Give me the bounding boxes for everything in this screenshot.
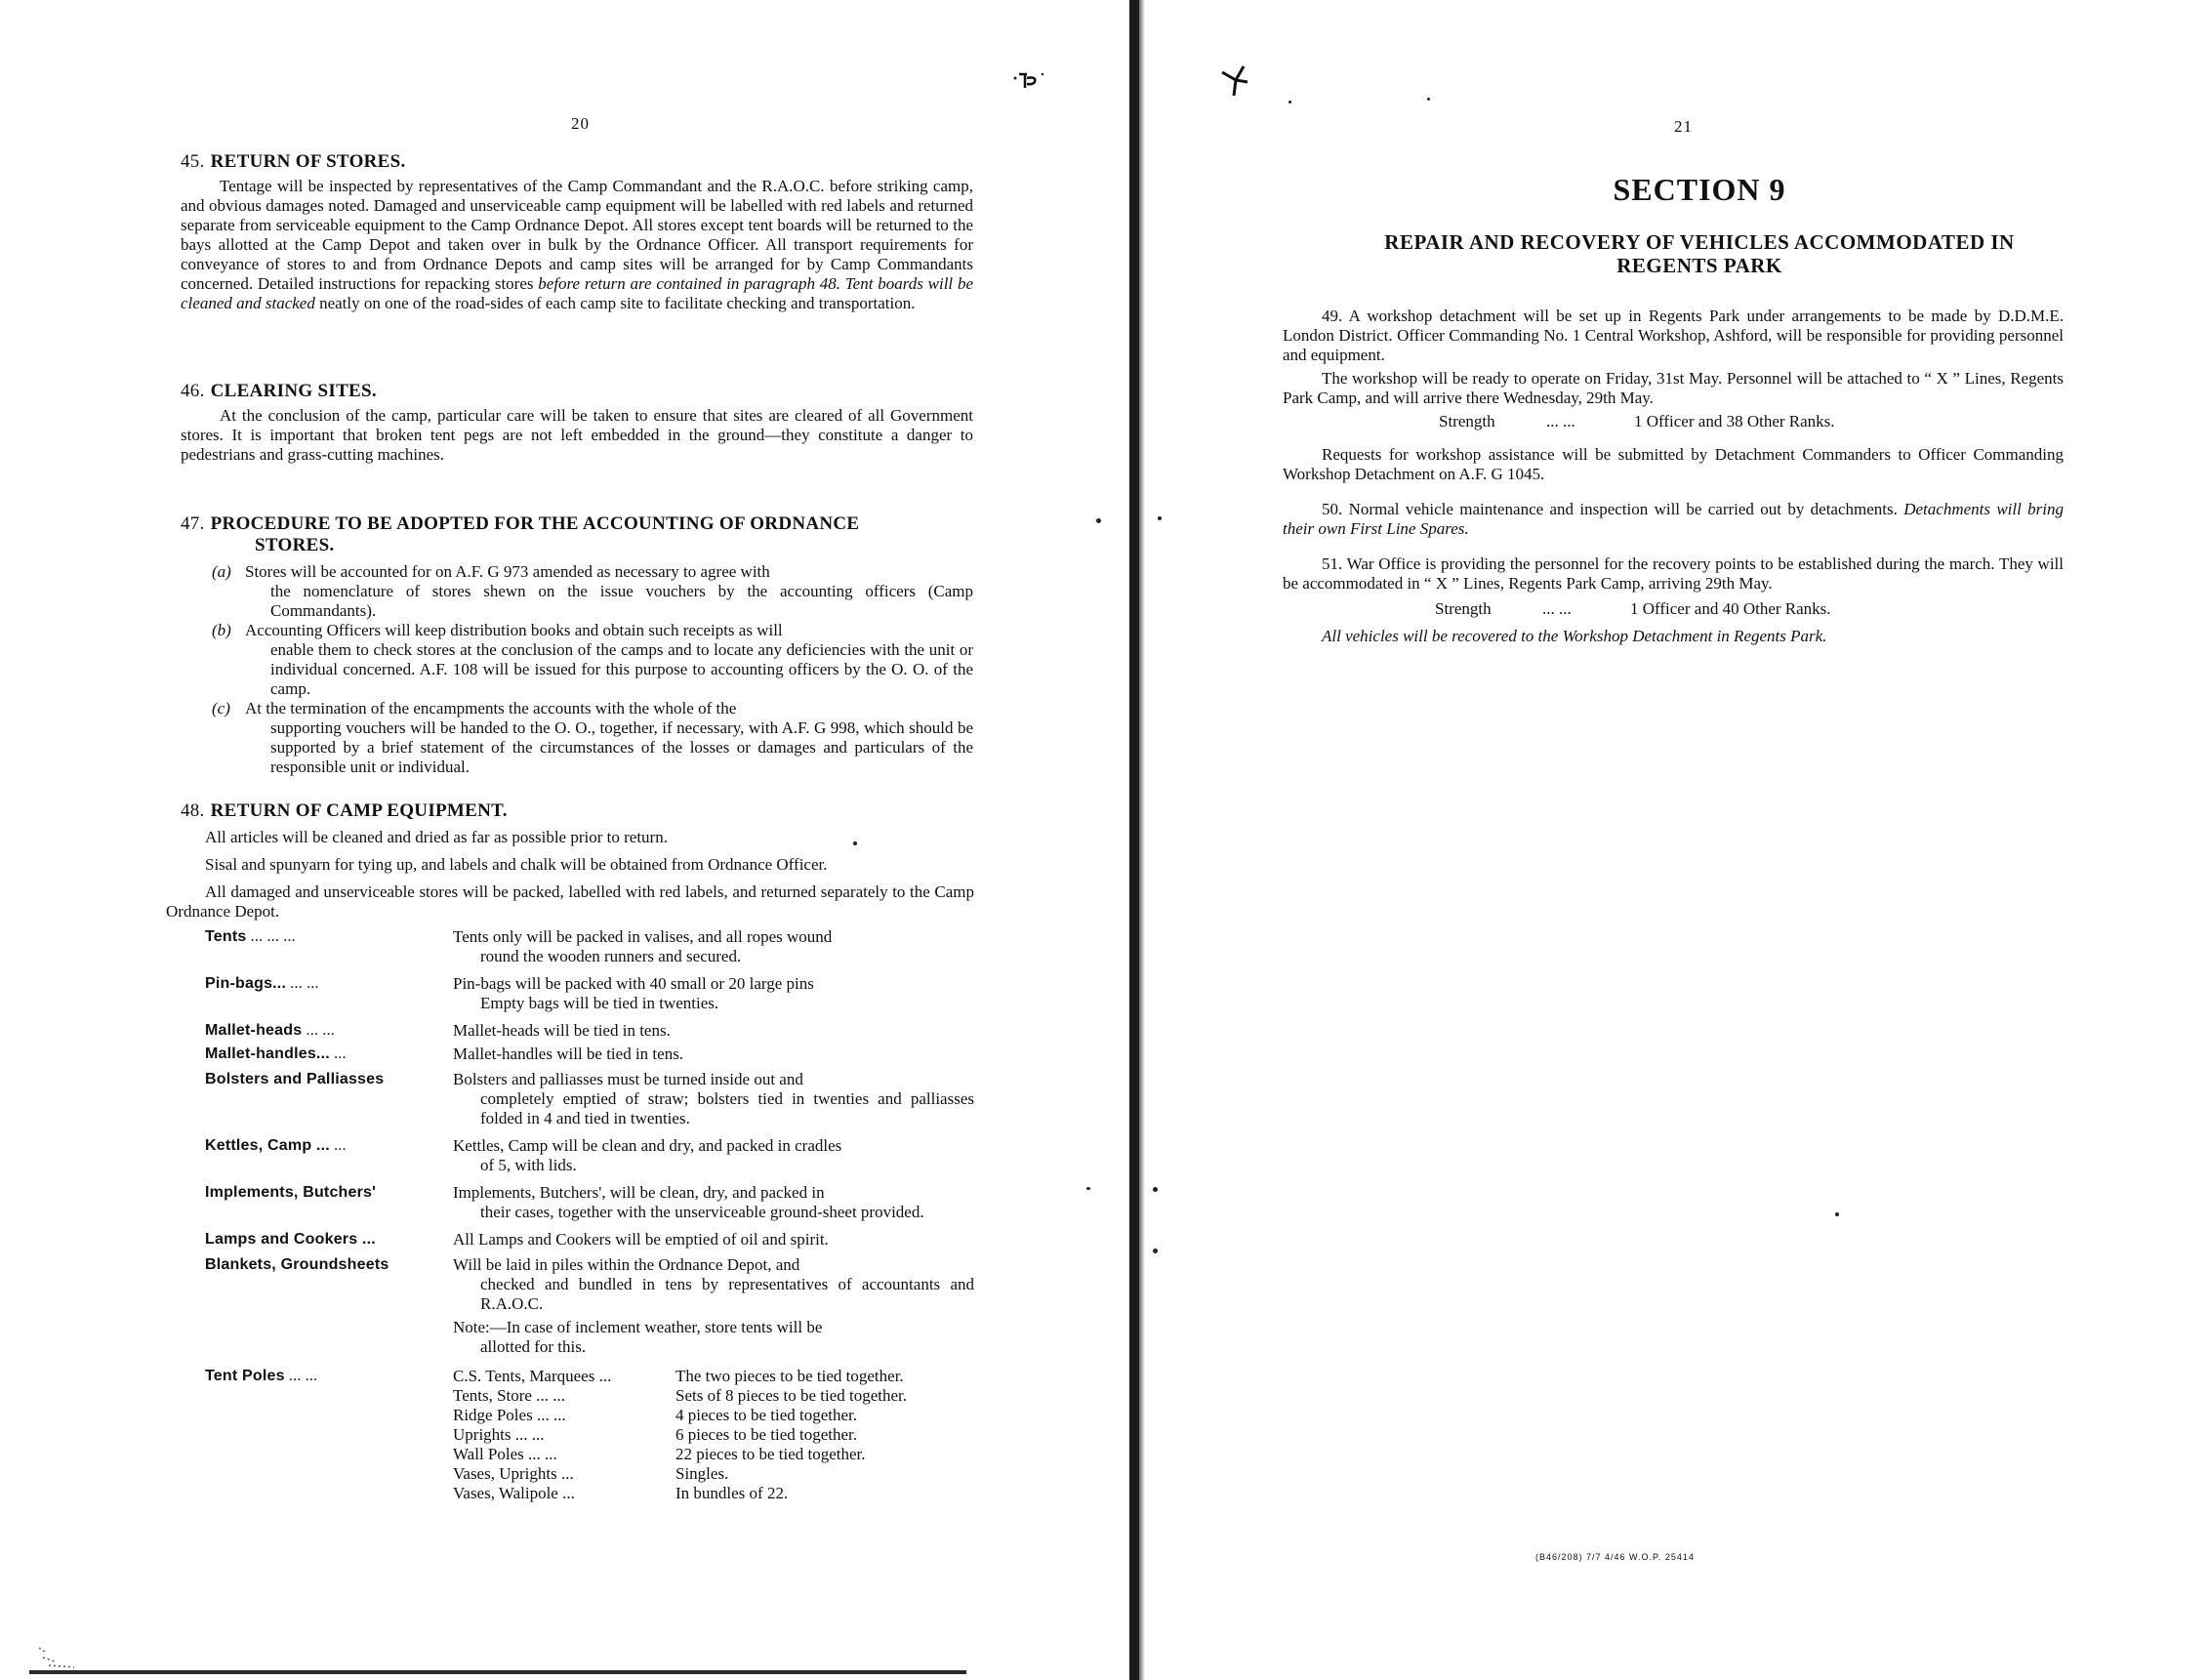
equipment-row-mallet-heads (205, 1021, 974, 1041)
tent-pole-row: Vases, Walipole ... In bundles of 22. (453, 1484, 789, 1502)
section-47-item-c (212, 699, 973, 777)
equipment-desc: All Lamps and Cookers will be emptied of oil and spirit. (453, 1230, 829, 1249)
section-47-item-a (212, 562, 973, 621)
section-48-title: RETURN OF CAMP EQUIPMENT. (210, 800, 508, 821)
equipment-desc: Pin-bags will be packed with 40 small or 20 large pins (453, 974, 814, 993)
item-first-line: Accounting Officers will keep distribution books and obtain such receipts as will (245, 621, 783, 639)
para-51: 51. War Office is providing the personnel for the recovery points to be established during the march. They will be accommodated in “ X ” Lines, Regents Park Camp, arriving 29th May. (1283, 554, 2064, 593)
item-first-line: Stores will be accounted for on A.F. G 973 amended as necessary to agree with (245, 562, 770, 581)
item-first-line: At the termination of the encampments the accounts with the whole of the (245, 699, 737, 717)
equipment-desc: Mallet-heads will be tied in tens. (453, 1021, 671, 1040)
equipment-row-tent-poles (205, 1367, 974, 1503)
equipment-note: Note:—In case of inclement weather, store tents will be allotted for this. (453, 1318, 823, 1356)
page-number-left: 20 (571, 114, 590, 133)
equipment-desc-cont: checked and bundled in tens by representatives of accountants and R.A.O.C. (480, 1275, 974, 1313)
equipment-label: Tent Poles ... ... (205, 1368, 318, 1384)
equipment-label: Mallet-heads ... ... (205, 1022, 335, 1039)
strength-line-2 (1283, 599, 2064, 619)
section-48 (166, 800, 974, 1503)
equipment-row-lamps (205, 1230, 974, 1250)
equipment-label: Lamps and Cookers ... (205, 1231, 376, 1248)
section-45-title: RETURN OF STORES. (210, 151, 406, 172)
tent-pole-row: Vases, Uprights ... Singles. (453, 1464, 729, 1483)
book-gutter (1129, 0, 1139, 1680)
item-letter: (c) (212, 699, 230, 717)
item-letter: (a) (212, 562, 231, 581)
section-45-text-italic: before return are contained in paragraph 48. Tent boards will be cleaned and stacked (181, 274, 973, 312)
equipment-row-bolsters (205, 1070, 974, 1128)
strength-value: 1 Officer and 38 Other Ranks. (1634, 412, 1835, 430)
strength-value: 1 Officer and 40 Other Ranks. (1630, 599, 1831, 618)
equipment-desc-cont: of 5, with lids. (480, 1156, 577, 1174)
section-title: SECTION 9 (1613, 172, 1786, 207)
section-subtitle (1147, 230, 2209, 277)
equipment-table (166, 927, 974, 1503)
tent-pole-row: C.S. Tents, Marquees ... The two pieces to be tied together. (453, 1367, 904, 1385)
strength-label: Strength (1435, 599, 1492, 618)
section-47-item-b (212, 621, 973, 699)
equipment-row-mallet-handles (205, 1045, 974, 1064)
section-48-para-3: All damaged and unserviceable stores will be packed, labelled with red labels, and returned separately to the Camp Ordnance Depot. (166, 882, 974, 921)
equipment-desc-cont: completely emptied of straw; bolsters tied in twenties and palliasses folded in 4 and tied in twenties. (480, 1089, 974, 1127)
equipment-desc: Implements, Butchers', will be clean, dry, and packed in (453, 1183, 825, 1202)
equipment-label: Pin-bags... ... ... (205, 975, 319, 992)
para-49-requests: Requests for workshop assistance will be submitted by Detachment Commanders to Officer Commanding Workshop Detachment on A.F. G 1045. (1283, 445, 2064, 483)
tent-pole-row: Uprights ... ... 6 pieces to be tied together. (453, 1425, 857, 1444)
equipment-label: Kettles, Camp ... ... (205, 1137, 347, 1154)
section-48-heading (166, 800, 974, 822)
section-45-number: 45. (181, 151, 205, 172)
right-page (1147, 0, 2209, 1680)
section-48-para-1: All articles will be cleaned and dried as far as possible prior to return. (205, 828, 668, 846)
tent-pole-row: Wall Poles ... ... 22 pieces to be tied together. (453, 1445, 866, 1463)
equipment-row-kettles (205, 1136, 974, 1175)
section-47 (181, 513, 973, 777)
equipment-label: Tents ... ... ... (205, 928, 296, 945)
equipment-desc: Will be laid in piles within the Ordnance Depot, and (453, 1255, 800, 1274)
section-45-body (181, 177, 973, 313)
item-letter: (b) (212, 621, 231, 639)
equipment-desc-cont: Empty bags will be tied in twenties. (480, 994, 719, 1012)
equipment-label: Implements, Butchers' (205, 1184, 377, 1201)
equipment-row-implements (205, 1183, 974, 1222)
section-46-title: CLEARING SITES. (210, 381, 377, 401)
strength-line-1 (1283, 412, 2064, 431)
section-45 (181, 151, 973, 313)
section-45-text-end: neatly on one of the road-sides of each camp site to facilitate checking and transportation. (319, 294, 916, 312)
section-subtitle-line2: REGENTS PARK (1616, 254, 1782, 277)
item-continuation: the nomenclature of stores shewn on the issue vouchers by the accounting officers (Camp Commandants). (270, 582, 973, 620)
section-47-title-line1: PROCEDURE TO BE ADOPTED FOR THE ACCOUNTING OF ORDNANCE (210, 513, 860, 534)
section-9-body (1283, 307, 2064, 646)
page-number-right: 21 (1674, 117, 1693, 136)
para-50-italic: Detachments will bring their own First Line Spares. (1283, 500, 2065, 538)
section-subtitle-line1: REPAIR AND RECOVERY OF VEHICLES ACCOMMODATED IN (1384, 230, 2015, 254)
para-51-recovery: All vehicles will be recovered to the Workshop Detachment in Regents Park. (1322, 627, 1827, 645)
equipment-row-blankets (205, 1255, 974, 1357)
equipment-label: Mallet-handles... ... (205, 1045, 347, 1062)
para-50 (1283, 500, 2064, 539)
equipment-label: Blankets, Groundsheets (205, 1256, 389, 1273)
strength-label: Strength (1439, 412, 1495, 430)
section-46-number: 46. (181, 381, 205, 401)
gutter-shadow (1139, 0, 1145, 1680)
section-46 (181, 381, 973, 465)
section-47-number: 47. (181, 513, 205, 534)
para-50-text: 50. Normal vehicle maintenance and inspection will be carried out by detachments. (1322, 500, 1898, 518)
tent-pole-row: Tents, Store ... ... Sets of 8 pieces to be tied together. (453, 1386, 907, 1405)
section-47-heading (181, 513, 973, 535)
equipment-label: Bolsters and Palliasses (205, 1071, 385, 1087)
para-49-workshop: The workshop will be ready to operate on Friday, 31st May. Personnel will be attached to “ X ” Lines, Regents Park Camp, and will arrive there Wednesday, 29th May. (1283, 369, 2064, 407)
equipment-row-pin-bags (205, 974, 974, 1013)
equipment-desc: Kettles, Camp will be clean and dry, and packed in cradles (453, 1136, 842, 1155)
section-46-body: At the conclusion of the camp, particular care will be taken to ensure that sites are cleared of all Government stores. It is important that broken tent pegs are not left embedded in the ground—they constitute a danger to pedestrians and grass-cutting machines. (181, 406, 973, 464)
section-48-para-2: Sisal and spunyarn for tying up, and labels and chalk will be obtained from Ordnance Officer. (205, 855, 828, 874)
equipment-desc: Bolsters and palliasses must be turned inside out and (453, 1070, 803, 1088)
item-continuation: supporting vouchers will be handed to the O. O., together, if necessary, with A.F. G 998, which should be supported by a brief statement of the circumstances of the losses or damages and particulars of the responsible unit or individual. (270, 718, 973, 776)
para-49: 49. A workshop detachment will be set up in Regents Park under arrangements to be made by D.D.M.E. London District. Officer Commanding No. 1 Central Workshop, Ashford, will be responsible for providing personnel and equipment. (1283, 307, 2064, 364)
strength-dots: ... ... (1542, 599, 1572, 618)
equipment-desc-cont: round the wooden runners and secured. (480, 947, 742, 965)
equipment-desc-cont: their cases, together with the unserviceable ground-sheet provided. (480, 1203, 924, 1221)
strength-dots: ... ... (1546, 412, 1575, 430)
section-45-heading (181, 151, 973, 173)
section-47-title-line2: STORES. (255, 535, 335, 555)
tent-poles-table (453, 1367, 974, 1503)
item-continuation: enable them to check stores at the conclusion of the camps and to locate any deficiencies with the unit or individual concerned. A.F. 108 will be issued for this purpose to accounting officers by the O. O. of the camp. (270, 640, 973, 698)
section-45-text-main: Tentage will be inspected by representatives of the Camp Commandant and the R.A.O.C. before striking camp, and obvious damages noted. Damaged and unserviceable camp equipment will be labelled with red labels and returned separate from serviceable equipment to the Camp Ordnance Depot. All stores except tent boards will be returned to the bays allotted at the Camp Depot and taken over in bulk by the Ordnance Officer. All transport requirements for conveyance of stores to and from Ordnance Depots and camp sites will be arranged for by Camp Commandants concerned. Detailed instructions for repacking stores (181, 177, 973, 293)
equipment-desc: Mallet-handles will be tied in tens. (453, 1045, 684, 1063)
equipment-row-tents (205, 927, 974, 966)
equipment-desc: Tents only will be packed in valises, and all ropes wound (453, 927, 833, 946)
tent-pole-row: Ridge Poles ... ... 4 pieces to be tied together. (453, 1406, 857, 1424)
section-48-number: 48. (181, 800, 205, 821)
printer-imprint: (B46/208) 7/7 4/46 W.O.P. 25414 (1535, 1552, 1695, 1562)
section-46-heading (181, 381, 973, 402)
section-47-items (181, 562, 973, 777)
